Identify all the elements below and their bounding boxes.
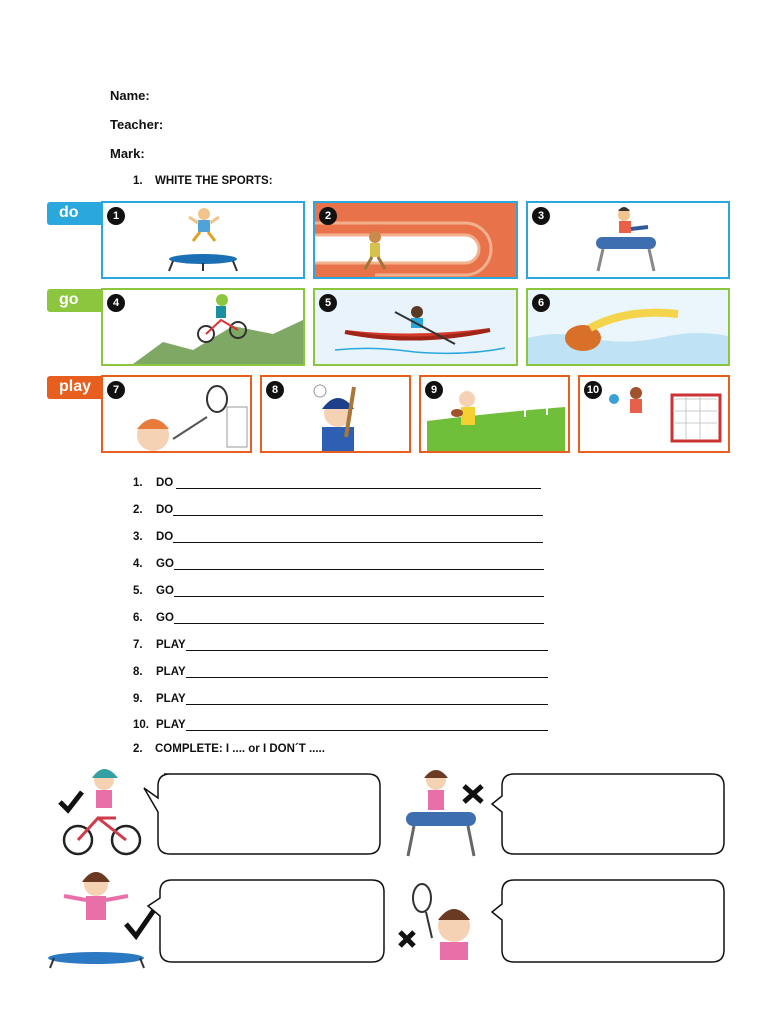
answer-verb: GO <box>156 558 174 570</box>
answer-line-10[interactable] <box>133 718 548 731</box>
answer-verb: PLAY <box>156 666 186 678</box>
picture-number: 7 <box>107 381 125 399</box>
answer-line-3[interactable] <box>133 530 543 543</box>
picture-9 <box>419 375 570 453</box>
swimming-icon <box>528 290 728 364</box>
handball-icon <box>580 377 728 451</box>
picture-7 <box>101 375 252 453</box>
answer-blank[interactable] <box>174 557 544 570</box>
picture-8 <box>260 375 411 453</box>
picture-5 <box>313 288 518 366</box>
answer-line-5[interactable] <box>133 584 544 597</box>
answer-blank[interactable] <box>186 665 548 678</box>
answer-number: 7. <box>133 639 143 651</box>
answer-blank[interactable] <box>173 530 543 543</box>
baseball-icon <box>262 377 409 451</box>
answer-verb: PLAY <box>156 719 186 731</box>
teacher-label: Teacher: <box>110 117 164 132</box>
speech-bubble-4[interactable] <box>490 876 728 966</box>
speech-bubble-1[interactable] <box>142 770 384 858</box>
picture-number: 6 <box>532 294 550 312</box>
speech-bubble-3[interactable] <box>146 876 388 966</box>
picture-6 <box>526 288 730 366</box>
trampoline-girl-icon <box>44 866 156 970</box>
mountain-bike-icon <box>103 290 303 364</box>
kayak-icon <box>315 290 516 364</box>
section-title: WHITE THE SPORTS: <box>155 175 273 187</box>
picture-number: 10 <box>584 381 602 399</box>
section-number: 1. <box>133 175 143 187</box>
answer-line-4[interactable] <box>133 557 544 570</box>
section-number: 2. <box>133 743 143 755</box>
picture-3 <box>526 201 730 279</box>
badminton-icon <box>103 377 250 451</box>
answer-number: 1. <box>133 477 143 489</box>
answer-verb: DO <box>156 504 174 516</box>
pommel-horse-girl-icon <box>398 766 490 860</box>
trampoline-icon <box>103 203 303 277</box>
answer-blank[interactable] <box>176 476 541 489</box>
answer-line-7[interactable] <box>133 638 548 651</box>
rugby-icon <box>421 377 568 451</box>
answer-number: 5. <box>133 585 143 597</box>
answer-line-6[interactable] <box>133 611 544 624</box>
answer-blank[interactable] <box>186 718 548 731</box>
answer-line-1[interactable] <box>133 476 541 489</box>
answer-verb: PLAY <box>156 693 186 705</box>
picture-number: 1 <box>107 207 125 225</box>
answer-blank[interactable] <box>174 611 544 624</box>
answer-line-8[interactable] <box>133 665 548 678</box>
answer-verb: DO <box>156 477 177 489</box>
answer-number: 2. <box>133 504 143 516</box>
section-title: COMPLETE: I .... or I DON´T ..... <box>155 743 325 755</box>
picture-number: 8 <box>266 381 284 399</box>
play-tag: play <box>47 376 115 399</box>
cycling-girl-icon <box>50 762 150 862</box>
running-track-icon <box>315 203 516 277</box>
mark-label: Mark: <box>110 146 145 161</box>
answer-verb: GO <box>156 585 174 597</box>
picture-10 <box>578 375 730 453</box>
answer-number: 10. <box>133 719 149 731</box>
name-label: Name: <box>110 88 150 103</box>
section-1-heading <box>133 175 273 187</box>
go-tag: go <box>47 289 115 312</box>
picture-number: 3 <box>532 207 550 225</box>
picture-2 <box>313 201 518 279</box>
do-tag: do <box>47 202 115 225</box>
answer-line-9[interactable] <box>133 692 548 705</box>
answer-blank[interactable] <box>186 692 548 705</box>
speech-bubble-2[interactable] <box>490 770 728 858</box>
badminton-girl-icon <box>392 876 496 968</box>
answer-number: 6. <box>133 612 143 624</box>
answer-number: 9. <box>133 693 143 705</box>
section-2-heading <box>133 743 325 755</box>
answer-number: 8. <box>133 666 143 678</box>
answer-verb: GO <box>156 612 174 624</box>
pommel-horse-icon <box>528 203 728 277</box>
picture-4 <box>101 288 305 366</box>
picture-number: 4 <box>107 294 125 312</box>
answer-verb: DO <box>156 531 174 543</box>
picture-number: 9 <box>425 381 443 399</box>
picture-number: 5 <box>319 294 337 312</box>
answer-number: 3. <box>133 531 143 543</box>
answer-number: 4. <box>133 558 143 570</box>
answer-blank[interactable] <box>186 638 548 651</box>
answer-blank[interactable] <box>173 503 543 516</box>
picture-1 <box>101 201 305 279</box>
answer-line-2[interactable] <box>133 503 543 516</box>
answer-blank[interactable] <box>174 584 544 597</box>
picture-number: 2 <box>319 207 337 225</box>
answer-verb: PLAY <box>156 639 186 651</box>
